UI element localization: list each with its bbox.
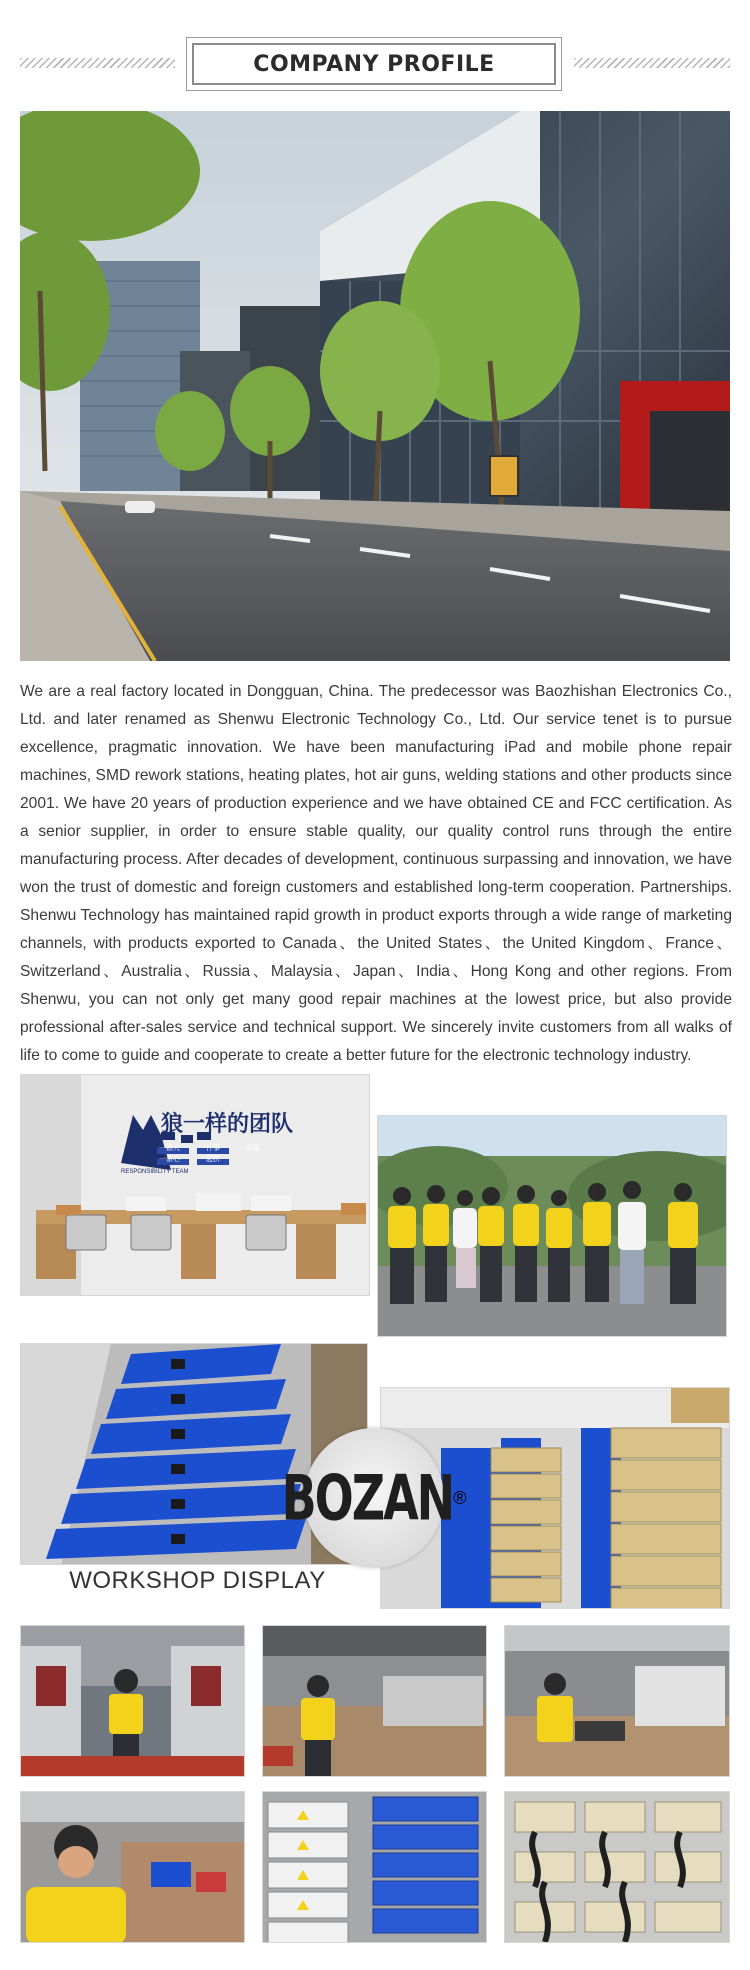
office-wall-tag: 一起拼 xyxy=(199,1156,220,1163)
registered-mark: ® xyxy=(453,1487,467,1508)
office-wall-tag: 一条心 xyxy=(159,1156,180,1163)
workshop-cnc-photo xyxy=(20,1625,245,1777)
office-wall-tag: 一群人 xyxy=(159,1145,180,1152)
workshop-assembly-photo xyxy=(262,1625,487,1777)
header-hatch-left xyxy=(20,58,175,68)
bozan-logo xyxy=(281,1428,467,1568)
office-photo xyxy=(20,1074,370,1296)
workshop-testing-photo xyxy=(504,1625,730,1777)
office-wall-team-label: RESPONSIBILITY TEAM xyxy=(121,1169,189,1175)
workshop-display-label: WORKSHOP DISPLAY xyxy=(69,1567,326,1594)
title-inner-frame xyxy=(192,43,556,85)
page-title: COMPANY PROFILE xyxy=(253,51,495,77)
team-photo xyxy=(377,1115,727,1337)
title-frame xyxy=(186,37,562,91)
bozan-logo-text: BOZAN xyxy=(281,1461,454,1535)
worker-soldering-photo xyxy=(20,1791,245,1943)
office-wall-slogan: 狼一样的团队 xyxy=(161,1111,294,1136)
company-description: We are a real factory located in Dongguan, China. The predecessor was Baozhishan Electronics Co., Ltd. and later renamed as Shenwu Electronic Technology Co., Ltd. Our service tenet is to pursue excellence, pragmatic innovation. We have been manufacturing iPad and mobile phone repair machines, SMD rework stations, heating plates, hot air guns, welding stations and other products since 2001. We have 20 years of production experience and we have obtained CE and FCC certification. As a senior supplier, in order to ensure stable quality, our quality control runs through the entire manufacturing process. After decades of development, continuous surpassing and innovation, we have won the trust of domestic and foreign customers and established long-term cooperation. Partnerships. Shenwu Technology has maintained rapid growth in product exports through a wide range of marketing channels, with products exported to Canada、the United States、the United Kingdom、France、Switzerland、Australia、Russia、Malaysia、Japan、India、Hong Kong and other regions. From Shenwu, you can not only get many good repair machines at the lowest price, but also provide professional after-sales service and technical support. We sincerely invite customers from all walks of life to come to guide and cooperate to create a better future for the electronic technology industry. xyxy=(20,683,732,1064)
machines-stack-photo xyxy=(262,1791,487,1943)
hot-air-guns-photo xyxy=(504,1791,730,1943)
office-wall-tag: 一起赢 xyxy=(239,1145,260,1152)
header-hatch-right xyxy=(574,58,730,68)
company-building-photo xyxy=(20,111,730,661)
office-wall-tag: 一件事 xyxy=(199,1145,220,1152)
